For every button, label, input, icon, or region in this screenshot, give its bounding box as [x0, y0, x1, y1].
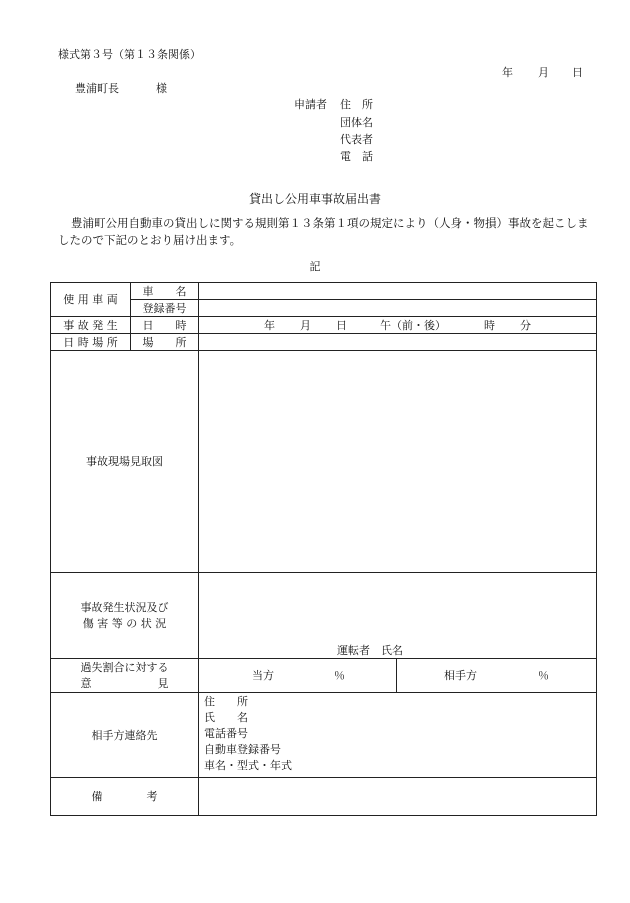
dt-hour: 時 [484, 318, 495, 332]
map-label: 事故現場見取図 [51, 351, 199, 573]
dt-year: 年 [264, 318, 275, 332]
car-name-field[interactable] [199, 283, 597, 300]
car-name-label: 車 名 [131, 283, 199, 300]
datetime-label: 日 時 [131, 317, 199, 334]
accident-form-table [50, 282, 597, 816]
dt-minute: 分 [520, 318, 531, 332]
fault-row [51, 659, 597, 693]
contact-row [51, 693, 597, 778]
body-text: 豊浦町公用自動車の貸出しに関する規則第１３条第１項の規定により（人身・物損）事故を起こしましたので下記のとおり届け出ます。 [58, 216, 589, 247]
ki-label: 記 [309, 260, 321, 273]
remarks-row [51, 778, 597, 816]
contact-field[interactable] [199, 693, 597, 778]
dt-day: 日 [336, 318, 347, 332]
contact-phone-label: 電話番号 [204, 727, 248, 740]
applicant-label: 申請者 [294, 98, 327, 111]
fault-label-cell [51, 659, 199, 693]
accident-row-1 [51, 317, 597, 334]
other-side-cell[interactable] [397, 659, 597, 693]
applicant-address-label: 住 所 [340, 98, 373, 111]
date-day-label: 日 [572, 66, 583, 79]
vehicle-row-2 [51, 300, 597, 317]
vehicle-label: 使 用 車 両 [51, 283, 131, 317]
contact-reg-label: 自動車登録番号 [204, 743, 281, 756]
situation-row [51, 573, 597, 659]
situation-label-1: 事故発生状況及び [80, 600, 169, 614]
date-month-label: 月 [538, 66, 549, 79]
applicant-rep-label: 代表者 [340, 133, 373, 146]
form-number: 様式第３号（第１３条関係） [58, 48, 201, 61]
dt-month: 月 [300, 318, 311, 332]
applicant-phone-label: 電 話 [340, 150, 373, 163]
other-side-percent: ％ [538, 669, 549, 682]
vehicle-row-1 [51, 283, 597, 300]
place-label: 場 所 [131, 334, 199, 351]
contact-name-label: 氏 名 [204, 711, 248, 724]
situation-label-cell [51, 573, 199, 659]
addressee: 豊浦町長 [75, 82, 119, 95]
contact-label: 相手方連絡先 [51, 693, 199, 778]
datetime-field[interactable] [199, 317, 597, 334]
document-title: 貸出し公用車事故届出書 [248, 192, 381, 206]
applicant-org-label: 団体名 [340, 116, 373, 129]
honorific: 様 [156, 82, 167, 95]
date-year-label: 年 [502, 66, 513, 79]
accident-label-1: 事 故 発 生 [51, 317, 131, 334]
place-field[interactable] [199, 334, 597, 351]
our-side-cell[interactable] [199, 659, 397, 693]
reg-number-label: 登録番号 [131, 300, 199, 317]
situation-label-2: 傷 害 等 の 状 況 [82, 616, 167, 630]
our-side-percent: ％ [334, 669, 345, 682]
fault-label-2: 意 見 [80, 676, 169, 690]
situation-field[interactable] [199, 573, 597, 659]
remarks-label: 備 考 [51, 778, 199, 816]
accident-row-2 [51, 334, 597, 351]
reg-number-field[interactable] [199, 300, 597, 317]
dt-ampm: 午（前・後） [380, 318, 446, 332]
driver-name-label: 運転者 氏名 [337, 644, 403, 657]
map-field[interactable] [199, 351, 597, 573]
our-side-label: 当方 [252, 669, 274, 682]
contact-car-label: 車名・型式・年式 [204, 759, 292, 772]
map-row [51, 351, 597, 573]
contact-address-label: 住 所 [204, 695, 248, 708]
other-side-label: 相手方 [444, 669, 477, 682]
accident-label-2: 日 時 場 所 [51, 334, 131, 351]
remarks-field[interactable] [199, 778, 597, 816]
fault-label-1: 過失割合に対する [80, 660, 169, 674]
